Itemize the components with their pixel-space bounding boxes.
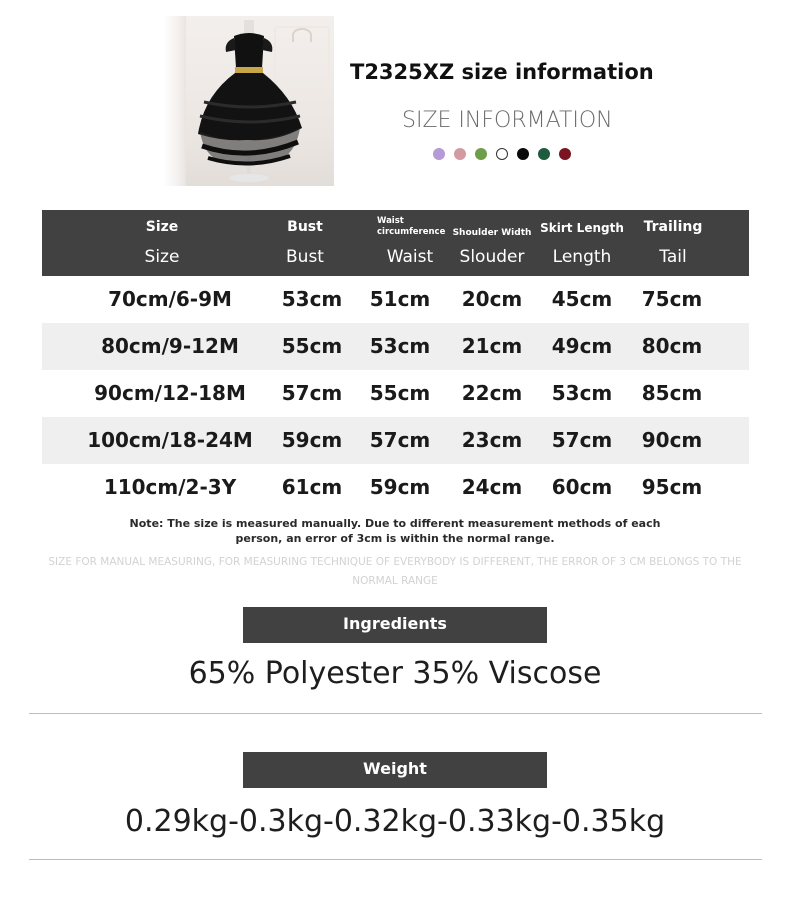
cell-shoulder: 21cm xyxy=(461,334,523,358)
weight-label: Weight xyxy=(243,752,547,788)
divider xyxy=(29,859,762,860)
dress-on-mannequin-illustration xyxy=(164,16,334,186)
table-row xyxy=(42,464,749,511)
color-swatch-pink xyxy=(454,148,466,160)
color-swatch-dark-green xyxy=(538,148,550,160)
table-row xyxy=(42,370,749,417)
size-information-heading: SIZE INFORMATION xyxy=(402,108,613,133)
cell-trailing: 80cm xyxy=(641,334,703,358)
header-shoulder-label: Shoulder Width xyxy=(452,228,532,238)
header-trailing xyxy=(636,210,710,276)
cell-trailing: 95cm xyxy=(641,475,703,499)
header-skirt-length-label: Skirt Length xyxy=(540,221,624,235)
cell-shoulder: 22cm xyxy=(461,381,523,405)
table-row xyxy=(42,417,749,464)
header-skirt-length-sublabel: Length xyxy=(552,247,612,267)
cell-skirt-length: 60cm xyxy=(551,475,613,499)
cell-skirt-length: 57cm xyxy=(551,428,613,452)
cell-skirt-length: 53cm xyxy=(551,381,613,405)
header-bust-sublabel: Bust xyxy=(286,247,324,267)
header-waist-label: Waist circumference xyxy=(377,216,446,237)
header-size-sublabel: Size xyxy=(144,247,180,267)
header-bust xyxy=(272,210,338,276)
header-size xyxy=(97,210,227,276)
product-photo xyxy=(164,16,334,186)
header-waist-sublabel: Waist xyxy=(386,247,434,267)
color-swatches xyxy=(433,148,571,162)
product-size-title: T2325XZ size information xyxy=(350,60,654,84)
cell-trailing: 85cm xyxy=(641,381,703,405)
cell-trailing: 90cm xyxy=(641,428,703,452)
cell-skirt-length: 49cm xyxy=(551,334,613,358)
cell-shoulder: 20cm xyxy=(461,287,523,311)
measurement-note xyxy=(110,516,680,546)
size-table-header xyxy=(42,210,749,276)
header-shoulder xyxy=(452,210,532,276)
cell-bust: 53cm xyxy=(281,287,343,311)
header-size-label: Size xyxy=(145,219,179,235)
color-swatch-green xyxy=(475,148,487,160)
size-table xyxy=(42,210,749,511)
cell-waist: 53cm xyxy=(369,334,431,358)
cell-trailing: 75cm xyxy=(641,287,703,311)
header-waist xyxy=(377,210,446,276)
cell-bust: 59cm xyxy=(281,428,343,452)
measurement-note-line-1: Note: The size is measured manually. Due to different measurement methods of each xyxy=(129,517,661,530)
color-swatch-white xyxy=(496,148,508,160)
divider xyxy=(29,713,762,714)
cell-shoulder: 23cm xyxy=(461,428,523,452)
table-row xyxy=(42,276,749,323)
cell-waist: 57cm xyxy=(369,428,431,452)
cell-shoulder: 24cm xyxy=(461,475,523,499)
cell-waist: 59cm xyxy=(369,475,431,499)
header-skirt-length xyxy=(540,210,624,276)
color-swatch-black xyxy=(517,148,529,160)
cell-waist: 51cm xyxy=(369,287,431,311)
cell-size: 80cm/9-12M xyxy=(101,334,239,358)
cell-bust: 55cm xyxy=(281,334,343,358)
measurement-note-line-2: person, an error of 3cm is within the normal range. xyxy=(235,532,555,545)
header-shoulder-sublabel: Slouder xyxy=(459,247,525,267)
cell-size: 90cm/12-18M xyxy=(94,381,246,405)
cell-waist: 55cm xyxy=(369,381,431,405)
cell-size: 100cm/18-24M xyxy=(87,428,253,452)
header-trailing-sublabel: Tail xyxy=(659,247,687,267)
ingredients-value: 65% Polyester 35% Viscose xyxy=(188,656,602,691)
measurement-note-english: SIZE FOR MANUAL MEASURING, FOR MEASURING TECHNIQUE OF EVERYBODY IS DIFFERENT, THE ERROR OF 3 CM BELONGS TO THE NORMAL RANGE xyxy=(48,556,742,587)
color-swatch-burgundy xyxy=(559,148,571,160)
cell-bust: 57cm xyxy=(281,381,343,405)
table-row xyxy=(42,323,749,370)
cell-skirt-length: 45cm xyxy=(551,287,613,311)
header-trailing-label: Trailing xyxy=(643,219,703,235)
weight-value: 0.29kg-0.3kg-0.32kg-0.33kg-0.35kg xyxy=(124,804,666,839)
cell-size: 70cm/6-9M xyxy=(108,287,232,311)
ingredients-label: Ingredients xyxy=(243,607,547,643)
header-bust-label: Bust xyxy=(287,219,323,235)
cell-size: 110cm/2-3Y xyxy=(103,475,237,499)
color-swatch-lavender xyxy=(433,148,445,160)
cell-bust: 61cm xyxy=(281,475,343,499)
